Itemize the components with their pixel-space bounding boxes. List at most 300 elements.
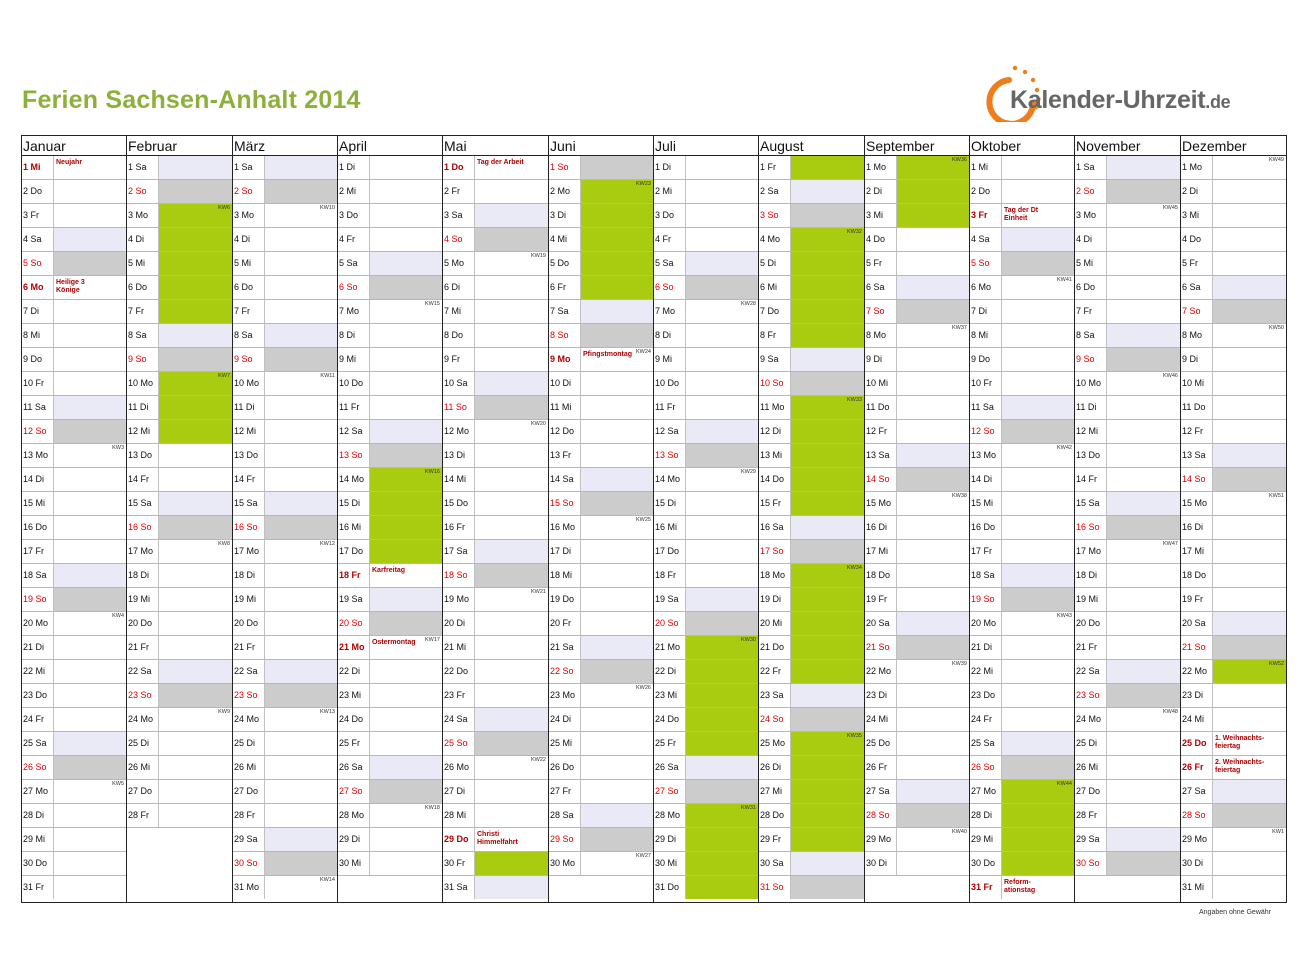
day-entry-cell[interactable] — [370, 516, 442, 539]
day-row[interactable] — [338, 444, 442, 468]
day-entry-cell[interactable] — [686, 252, 758, 275]
day-entry-cell[interactable] — [897, 420, 969, 443]
day-entry-cell[interactable] — [686, 564, 758, 587]
day-entry-cell[interactable] — [1213, 636, 1286, 659]
day-entry-cell[interactable] — [897, 660, 969, 683]
day-row[interactable] — [970, 204, 1074, 228]
day-entry-cell[interactable] — [159, 540, 232, 563]
day-entry-cell[interactable] — [265, 708, 337, 731]
day-entry-cell[interactable] — [686, 660, 758, 683]
day-entry-cell[interactable] — [1213, 564, 1286, 587]
day-entry-cell[interactable] — [265, 300, 337, 323]
day-entry-cell[interactable] — [1213, 684, 1286, 707]
day-row[interactable] — [865, 564, 969, 588]
day-entry-cell[interactable] — [791, 372, 864, 395]
day-entry-cell[interactable] — [159, 180, 232, 203]
day-row[interactable] — [233, 540, 337, 564]
day-row[interactable] — [338, 396, 442, 420]
day-row[interactable] — [233, 420, 337, 444]
day-row[interactable] — [1181, 156, 1286, 180]
day-row[interactable] — [338, 804, 442, 828]
day-entry-cell[interactable] — [370, 828, 442, 851]
day-row[interactable] — [865, 636, 969, 660]
day-row[interactable] — [654, 156, 758, 180]
day-row[interactable] — [22, 684, 126, 708]
day-entry-cell[interactable] — [1002, 684, 1074, 707]
day-row[interactable] — [1181, 612, 1286, 636]
day-entry-cell[interactable] — [581, 204, 653, 227]
day-row[interactable] — [654, 252, 758, 276]
day-entry-cell[interactable] — [791, 852, 864, 875]
day-entry-cell[interactable] — [791, 516, 864, 539]
day-entry-cell[interactable] — [54, 708, 126, 731]
day-row[interactable] — [654, 684, 758, 708]
day-entry-cell[interactable] — [265, 684, 337, 707]
day-row[interactable] — [970, 804, 1074, 828]
day-row[interactable] — [127, 444, 232, 468]
day-entry-cell[interactable] — [1002, 636, 1074, 659]
day-row[interactable] — [865, 204, 969, 228]
day-row[interactable] — [338, 156, 442, 180]
day-row[interactable] — [654, 636, 758, 660]
day-entry-cell[interactable] — [897, 156, 969, 179]
day-entry-cell[interactable] — [159, 324, 232, 347]
day-row[interactable] — [970, 372, 1074, 396]
day-row[interactable] — [654, 492, 758, 516]
day-row[interactable] — [443, 276, 548, 300]
day-entry-cell[interactable] — [475, 396, 548, 419]
day-entry-cell[interactable] — [159, 396, 232, 419]
day-entry-cell[interactable] — [791, 732, 864, 755]
day-entry-cell[interactable] — [1213, 156, 1286, 179]
day-row[interactable] — [759, 660, 864, 684]
day-entry-cell[interactable] — [1107, 396, 1180, 419]
day-row[interactable] — [1075, 444, 1180, 468]
day-entry-cell[interactable] — [791, 228, 864, 251]
day-entry-cell[interactable] — [54, 276, 126, 299]
day-row[interactable] — [1181, 468, 1286, 492]
day-row[interactable] — [338, 540, 442, 564]
day-row[interactable] — [865, 156, 969, 180]
day-row[interactable] — [1075, 612, 1180, 636]
day-entry-cell[interactable] — [265, 444, 337, 467]
day-entry-cell[interactable] — [54, 660, 126, 683]
day-entry-cell[interactable] — [897, 204, 969, 227]
day-row[interactable] — [1181, 396, 1286, 420]
day-entry-cell[interactable] — [791, 180, 864, 203]
day-entry-cell[interactable] — [791, 540, 864, 563]
day-row[interactable] — [1075, 252, 1180, 276]
day-row[interactable] — [127, 804, 232, 828]
day-entry-cell[interactable] — [159, 564, 232, 587]
day-row[interactable] — [549, 636, 653, 660]
day-row[interactable] — [1075, 228, 1180, 252]
day-row[interactable] — [443, 180, 548, 204]
day-row[interactable] — [338, 684, 442, 708]
day-row[interactable] — [865, 396, 969, 420]
day-row[interactable] — [233, 156, 337, 180]
day-row[interactable] — [549, 684, 653, 708]
day-entry-cell[interactable] — [54, 780, 126, 803]
day-row[interactable] — [865, 756, 969, 780]
day-entry-cell[interactable] — [791, 468, 864, 491]
day-entry-cell[interactable] — [1002, 852, 1074, 875]
day-row[interactable] — [127, 612, 232, 636]
day-entry-cell[interactable] — [1002, 372, 1074, 395]
day-row[interactable] — [549, 660, 653, 684]
day-row[interactable] — [865, 852, 969, 876]
day-entry-cell[interactable] — [791, 684, 864, 707]
day-entry-cell[interactable] — [159, 588, 232, 611]
day-row[interactable] — [443, 300, 548, 324]
day-row[interactable] — [233, 780, 337, 804]
day-entry-cell[interactable] — [1107, 708, 1180, 731]
day-row[interactable] — [233, 228, 337, 252]
day-entry-cell[interactable] — [581, 324, 653, 347]
day-entry-cell[interactable] — [475, 732, 548, 755]
day-row[interactable] — [654, 204, 758, 228]
day-row[interactable] — [443, 252, 548, 276]
day-entry-cell[interactable] — [475, 228, 548, 251]
day-row[interactable] — [22, 204, 126, 228]
day-row[interactable] — [22, 252, 126, 276]
day-row[interactable] — [970, 708, 1074, 732]
day-entry-cell[interactable] — [581, 420, 653, 443]
day-entry-cell[interactable] — [581, 732, 653, 755]
day-entry-cell[interactable] — [1213, 228, 1286, 251]
day-entry-cell[interactable] — [475, 636, 548, 659]
day-entry-cell[interactable] — [581, 780, 653, 803]
day-row[interactable] — [549, 540, 653, 564]
day-entry-cell[interactable] — [1213, 468, 1286, 491]
day-row[interactable] — [654, 396, 758, 420]
day-row[interactable] — [233, 444, 337, 468]
day-entry-cell[interactable] — [159, 228, 232, 251]
day-entry-cell[interactable] — [897, 780, 969, 803]
day-row[interactable] — [22, 708, 126, 732]
day-entry-cell[interactable] — [265, 828, 337, 851]
day-row[interactable] — [970, 516, 1074, 540]
day-row[interactable] — [338, 660, 442, 684]
day-row[interactable] — [654, 276, 758, 300]
day-row[interactable] — [1181, 828, 1286, 852]
day-row[interactable] — [970, 828, 1074, 852]
day-row[interactable] — [970, 540, 1074, 564]
day-entry-cell[interactable] — [1107, 564, 1180, 587]
day-entry-cell[interactable] — [1107, 180, 1180, 203]
day-entry-cell[interactable] — [54, 372, 126, 395]
day-row[interactable] — [759, 756, 864, 780]
day-row[interactable] — [865, 780, 969, 804]
day-row[interactable] — [127, 228, 232, 252]
day-entry-cell[interactable] — [1002, 828, 1074, 851]
day-entry-cell[interactable] — [686, 396, 758, 419]
day-row[interactable] — [443, 204, 548, 228]
day-row[interactable] — [865, 588, 969, 612]
day-row[interactable] — [1075, 180, 1180, 204]
day-row[interactable] — [443, 396, 548, 420]
day-entry-cell[interactable] — [159, 780, 232, 803]
day-entry-cell[interactable] — [475, 252, 548, 275]
day-entry-cell[interactable] — [54, 156, 126, 179]
day-row[interactable] — [127, 564, 232, 588]
day-row[interactable] — [1075, 828, 1180, 852]
day-entry-cell[interactable] — [791, 300, 864, 323]
day-row[interactable] — [654, 732, 758, 756]
day-entry-cell[interactable] — [54, 732, 126, 755]
day-row[interactable] — [233, 564, 337, 588]
day-entry-cell[interactable] — [1213, 708, 1286, 731]
day-entry-cell[interactable] — [686, 204, 758, 227]
day-entry-cell[interactable] — [686, 372, 758, 395]
day-row[interactable] — [443, 540, 548, 564]
day-entry-cell[interactable] — [1002, 756, 1074, 779]
day-row[interactable] — [654, 804, 758, 828]
day-row[interactable] — [549, 492, 653, 516]
day-row[interactable] — [338, 276, 442, 300]
day-row[interactable] — [1181, 324, 1286, 348]
day-row[interactable] — [127, 156, 232, 180]
day-entry-cell[interactable] — [370, 348, 442, 371]
day-row[interactable] — [127, 708, 232, 732]
day-entry-cell[interactable] — [475, 276, 548, 299]
day-row[interactable] — [338, 204, 442, 228]
day-entry-cell[interactable] — [159, 756, 232, 779]
day-entry-cell[interactable] — [370, 492, 442, 515]
day-row[interactable] — [22, 396, 126, 420]
day-entry-cell[interactable] — [897, 300, 969, 323]
day-row[interactable] — [233, 804, 337, 828]
day-entry-cell[interactable] — [54, 516, 126, 539]
day-entry-cell[interactable] — [1002, 396, 1074, 419]
day-entry-cell[interactable] — [265, 252, 337, 275]
day-row[interactable] — [865, 324, 969, 348]
day-row[interactable] — [654, 540, 758, 564]
day-entry-cell[interactable] — [791, 588, 864, 611]
day-entry-cell[interactable] — [265, 228, 337, 251]
day-row[interactable] — [443, 372, 548, 396]
day-entry-cell[interactable] — [897, 396, 969, 419]
day-row[interactable] — [1075, 276, 1180, 300]
day-entry-cell[interactable] — [1107, 780, 1180, 803]
day-entry-cell[interactable] — [581, 444, 653, 467]
day-row[interactable] — [654, 324, 758, 348]
day-entry-cell[interactable] — [1213, 756, 1286, 779]
day-entry-cell[interactable] — [1213, 204, 1286, 227]
day-entry-cell[interactable] — [581, 612, 653, 635]
day-row[interactable] — [127, 276, 232, 300]
day-row[interactable] — [654, 372, 758, 396]
day-entry-cell[interactable] — [1213, 780, 1286, 803]
day-row[interactable] — [22, 324, 126, 348]
day-row[interactable] — [654, 348, 758, 372]
day-row[interactable] — [865, 348, 969, 372]
day-row[interactable] — [970, 348, 1074, 372]
day-row[interactable] — [233, 876, 337, 900]
day-entry-cell[interactable] — [54, 300, 126, 323]
day-entry-cell[interactable] — [1107, 300, 1180, 323]
day-entry-cell[interactable] — [54, 852, 126, 875]
day-entry-cell[interactable] — [370, 420, 442, 443]
day-entry-cell[interactable] — [1213, 372, 1286, 395]
day-row[interactable] — [1075, 204, 1180, 228]
day-entry-cell[interactable] — [1107, 348, 1180, 371]
day-row[interactable] — [759, 804, 864, 828]
day-entry-cell[interactable] — [159, 804, 232, 827]
day-row[interactable] — [759, 180, 864, 204]
day-row[interactable] — [1181, 300, 1286, 324]
day-entry-cell[interactable] — [1213, 804, 1286, 827]
day-entry-cell[interactable] — [581, 300, 653, 323]
day-row[interactable] — [233, 708, 337, 732]
day-entry-cell[interactable] — [370, 636, 442, 659]
day-entry-cell[interactable] — [159, 468, 232, 491]
day-row[interactable] — [127, 300, 232, 324]
day-row[interactable] — [443, 636, 548, 660]
day-entry-cell[interactable] — [475, 828, 548, 851]
day-row[interactable] — [338, 180, 442, 204]
day-row[interactable] — [338, 324, 442, 348]
day-row[interactable] — [233, 612, 337, 636]
day-row[interactable] — [970, 636, 1074, 660]
day-entry-cell[interactable] — [370, 540, 442, 563]
day-row[interactable] — [443, 444, 548, 468]
day-row[interactable] — [865, 828, 969, 852]
day-entry-cell[interactable] — [897, 492, 969, 515]
day-row[interactable] — [1181, 540, 1286, 564]
day-row[interactable] — [1181, 516, 1286, 540]
day-row[interactable] — [759, 588, 864, 612]
day-row[interactable] — [1181, 348, 1286, 372]
day-entry-cell[interactable] — [54, 492, 126, 515]
day-entry-cell[interactable] — [581, 684, 653, 707]
day-row[interactable] — [759, 564, 864, 588]
day-row[interactable] — [1181, 492, 1286, 516]
day-entry-cell[interactable] — [265, 204, 337, 227]
day-entry-cell[interactable] — [159, 660, 232, 683]
day-row[interactable] — [338, 612, 442, 636]
day-entry-cell[interactable] — [159, 612, 232, 635]
day-entry-cell[interactable] — [475, 684, 548, 707]
day-row[interactable] — [970, 732, 1074, 756]
day-row[interactable] — [970, 876, 1074, 900]
day-entry-cell[interactable] — [1002, 420, 1074, 443]
day-entry-cell[interactable] — [897, 588, 969, 611]
day-row[interactable] — [1075, 396, 1180, 420]
day-row[interactable] — [443, 756, 548, 780]
day-row[interactable] — [865, 252, 969, 276]
day-row[interactable] — [233, 276, 337, 300]
day-entry-cell[interactable] — [1213, 396, 1286, 419]
day-entry-cell[interactable] — [1107, 468, 1180, 491]
day-row[interactable] — [127, 204, 232, 228]
day-entry-cell[interactable] — [54, 540, 126, 563]
day-entry-cell[interactable] — [54, 588, 126, 611]
day-row[interactable] — [970, 852, 1074, 876]
day-entry-cell[interactable] — [159, 372, 232, 395]
day-row[interactable] — [127, 348, 232, 372]
day-entry-cell[interactable] — [581, 492, 653, 515]
day-entry-cell[interactable] — [54, 612, 126, 635]
day-entry-cell[interactable] — [1213, 876, 1286, 899]
day-entry-cell[interactable] — [265, 540, 337, 563]
day-entry-cell[interactable] — [370, 228, 442, 251]
day-entry-cell[interactable] — [1213, 588, 1286, 611]
day-entry-cell[interactable] — [265, 276, 337, 299]
day-row[interactable] — [443, 876, 548, 900]
day-entry-cell[interactable] — [791, 396, 864, 419]
day-entry-cell[interactable] — [1002, 276, 1074, 299]
day-entry-cell[interactable] — [897, 852, 969, 875]
day-entry-cell[interactable] — [791, 492, 864, 515]
day-entry-cell[interactable] — [791, 756, 864, 779]
day-row[interactable] — [759, 540, 864, 564]
day-entry-cell[interactable] — [1213, 324, 1286, 347]
day-entry-cell[interactable] — [897, 756, 969, 779]
day-entry-cell[interactable] — [897, 228, 969, 251]
day-row[interactable] — [654, 828, 758, 852]
day-entry-cell[interactable] — [1107, 516, 1180, 539]
day-entry-cell[interactable] — [370, 180, 442, 203]
day-row[interactable] — [549, 780, 653, 804]
day-row[interactable] — [654, 516, 758, 540]
day-entry-cell[interactable] — [159, 156, 232, 179]
day-entry-cell[interactable] — [54, 828, 126, 851]
day-entry-cell[interactable] — [581, 516, 653, 539]
day-entry-cell[interactable] — [370, 324, 442, 347]
day-row[interactable] — [759, 684, 864, 708]
day-entry-cell[interactable] — [581, 180, 653, 203]
day-entry-cell[interactable] — [1213, 732, 1286, 755]
day-row[interactable] — [970, 468, 1074, 492]
day-row[interactable] — [22, 612, 126, 636]
day-entry-cell[interactable] — [159, 516, 232, 539]
day-row[interactable] — [759, 228, 864, 252]
day-row[interactable] — [759, 732, 864, 756]
day-entry-cell[interactable] — [265, 564, 337, 587]
day-row[interactable] — [1075, 756, 1180, 780]
day-entry-cell[interactable] — [1107, 252, 1180, 275]
day-entry-cell[interactable] — [1213, 540, 1286, 563]
day-entry-cell[interactable] — [1107, 276, 1180, 299]
day-row[interactable] — [22, 564, 126, 588]
day-entry-cell[interactable] — [1002, 660, 1074, 683]
day-entry-cell[interactable] — [1002, 588, 1074, 611]
day-row[interactable] — [759, 444, 864, 468]
day-row[interactable] — [865, 468, 969, 492]
day-entry-cell[interactable] — [370, 612, 442, 635]
day-entry-cell[interactable] — [686, 276, 758, 299]
day-row[interactable] — [970, 228, 1074, 252]
day-entry-cell[interactable] — [1107, 324, 1180, 347]
day-entry-cell[interactable] — [370, 708, 442, 731]
day-entry-cell[interactable] — [897, 684, 969, 707]
day-row[interactable] — [654, 756, 758, 780]
day-entry-cell[interactable] — [475, 372, 548, 395]
day-row[interactable] — [970, 396, 1074, 420]
day-row[interactable] — [549, 804, 653, 828]
day-row[interactable] — [443, 828, 548, 852]
day-entry-cell[interactable] — [475, 540, 548, 563]
day-row[interactable] — [654, 564, 758, 588]
day-row[interactable] — [865, 228, 969, 252]
day-row[interactable] — [127, 660, 232, 684]
day-row[interactable] — [865, 540, 969, 564]
day-row[interactable] — [970, 180, 1074, 204]
day-entry-cell[interactable] — [159, 708, 232, 731]
day-row[interactable] — [970, 588, 1074, 612]
day-entry-cell[interactable] — [581, 564, 653, 587]
